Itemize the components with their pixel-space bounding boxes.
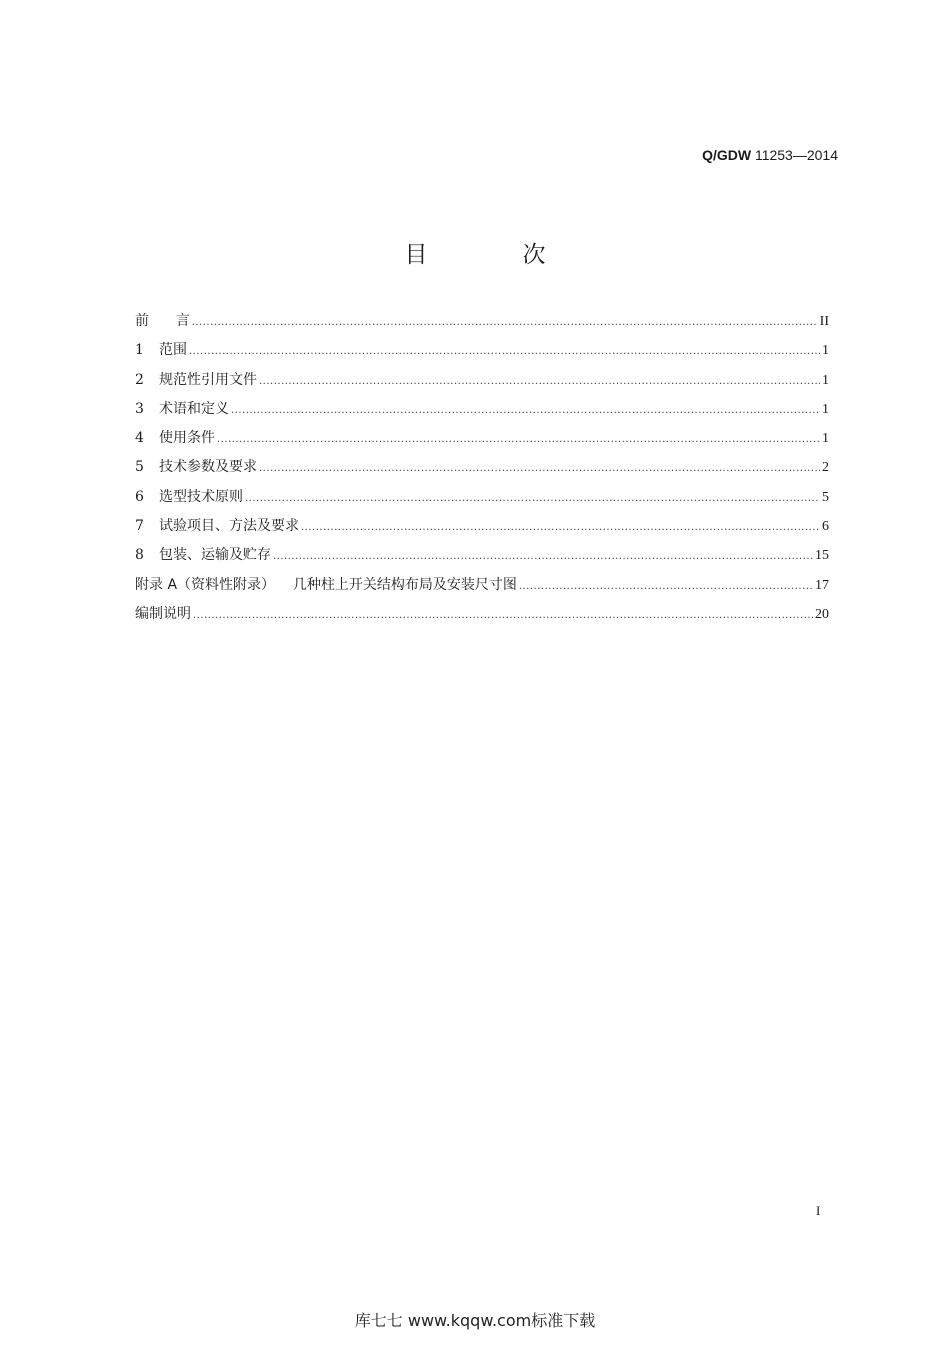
toc-entry-number: 5 [135,459,144,476]
toc-entry-technical-parameters[interactable] [135,456,829,485]
toc-entry-explanation[interactable] [135,603,829,632]
toc-entry-number: 7 [135,518,144,535]
toc-leader-dots [217,434,820,445]
table-of-contents [135,310,829,632]
toc-entry-number: 4 [135,430,144,447]
toc-leader-dots [231,405,820,416]
toc-leader-dots [192,317,818,328]
toc-entry-label: 包装、运输及贮存 [159,547,271,564]
toc-entry-number: 1 [135,342,144,359]
toc-entry-page: 1 [822,343,829,359]
toc-entry-service-conditions[interactable] [135,427,829,456]
toc-leader-dots [259,376,820,387]
standard-code-number: 11253—2014 [754,147,838,163]
toc-entry-label: 使用条件 [159,430,215,447]
toc-entry-page: 1 [822,431,829,447]
toc-entry-number: 3 [135,400,144,417]
toc-entry-appendix-a[interactable] [135,574,829,603]
toc-entry-packaging[interactable] [135,544,829,573]
toc-entry-label: 规范性引用文件 [159,371,257,388]
toc-entry-label: 术语和定义 [159,400,229,417]
toc-entry-label: 前 言 [135,313,190,329]
toc-entry-page: 6 [822,519,829,535]
toc-entry-test-items[interactable] [135,515,829,544]
title-char-2: 次 [522,242,546,268]
title-char-1: 目 [404,242,428,268]
toc-entry-selection-principles[interactable] [135,486,829,515]
footer-watermark: 库七七 www.kqqw.com标准下载 [354,1311,596,1330]
toc-entry-scope[interactable] [135,339,829,368]
toc-entry-foreword[interactable] [135,310,829,339]
toc-entry-label: 试验项目、方法及要求 [159,518,299,535]
toc-entry-number: 2 [135,371,144,388]
toc-entry-page: 17 [815,577,829,593]
toc-leader-dots [273,551,813,562]
toc-entry-number: 6 [135,488,144,505]
toc-entry-terms-definitions[interactable] [135,398,829,427]
page-title [0,236,950,269]
standard-code [702,147,838,163]
toc-entry-page: 2 [822,460,829,476]
toc-leader-dots [519,581,813,592]
toc-entry-page: 1 [822,372,829,388]
toc-entry-page: 5 [822,489,829,505]
toc-leader-dots [189,346,820,357]
toc-entry-page: II [819,314,829,329]
toc-leader-dots [301,522,820,533]
toc-leader-dots [193,610,813,621]
toc-entry-number: 8 [135,547,144,564]
toc-leader-dots [245,493,820,504]
toc-entry-page: 1 [822,401,829,417]
toc-entry-label: 附录 A（资料性附录） 几种柱上开关结构布局及安装尺寸图 [135,576,517,593]
standard-code-prefix: Q/GDW [702,147,752,163]
toc-leader-dots [259,463,820,474]
toc-entry-page: 20 [815,606,829,622]
page-number: I [816,1203,821,1218]
toc-entry-label: 技术参数及要求 [159,459,257,476]
toc-entry-label: 编制说明 [135,605,191,622]
toc-entry-normative-references[interactable] [135,369,829,398]
toc-entry-label: 范围 [159,342,187,359]
toc-entry-label: 选型技术原则 [159,488,243,505]
toc-entry-page: 15 [815,548,829,564]
